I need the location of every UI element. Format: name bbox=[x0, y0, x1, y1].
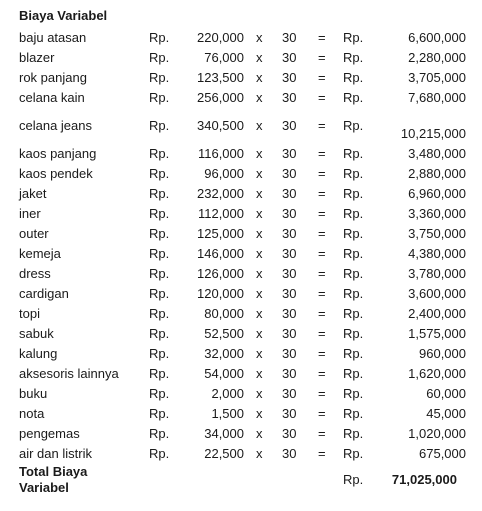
unit-price: 32,000 bbox=[204, 346, 244, 361]
multiply-sign: x bbox=[256, 166, 263, 181]
table-row bbox=[0, 28, 482, 48]
unit-price: 232,000 bbox=[197, 186, 244, 201]
unit-currency: Rp. bbox=[149, 90, 170, 105]
multiply-sign: x bbox=[256, 326, 263, 341]
unit-price: 256,000 bbox=[197, 90, 244, 105]
unit-currency: Rp. bbox=[149, 246, 170, 261]
quantity: 30 bbox=[282, 90, 297, 105]
table-row bbox=[0, 304, 482, 324]
unit-price: 120,000 bbox=[197, 286, 244, 301]
row-total: 6,960,000 bbox=[408, 186, 466, 201]
equals-sign: = bbox=[318, 266, 326, 281]
table-row bbox=[0, 48, 482, 68]
item-name: cardigan bbox=[19, 286, 69, 301]
multiply-sign: x bbox=[256, 346, 263, 361]
table-row bbox=[0, 424, 482, 444]
total-currency: Rp. bbox=[343, 70, 364, 85]
unit-currency: Rp. bbox=[149, 426, 170, 441]
total-currency: Rp. bbox=[343, 266, 364, 281]
multiply-sign: x bbox=[256, 366, 263, 381]
sheet-title: Biaya Variabel bbox=[19, 8, 108, 23]
unit-price: 112,000 bbox=[197, 206, 244, 221]
equals-sign: = bbox=[318, 326, 326, 341]
multiply-sign: x bbox=[256, 286, 263, 301]
row-total: 3,780,000 bbox=[408, 266, 466, 281]
table-row bbox=[0, 184, 482, 204]
total-currency: Rp. bbox=[343, 206, 364, 221]
total-currency: Rp. bbox=[343, 166, 364, 181]
quantity: 30 bbox=[282, 246, 297, 261]
unit-price: 123,500 bbox=[197, 70, 244, 85]
unit-price: 76,000 bbox=[204, 50, 244, 65]
quantity: 30 bbox=[282, 186, 297, 201]
total-currency: Rp. bbox=[343, 146, 364, 161]
multiply-sign: x bbox=[256, 246, 263, 261]
equals-sign: = bbox=[318, 226, 326, 241]
multiply-sign: x bbox=[256, 70, 263, 85]
total-currency: Rp. bbox=[343, 386, 364, 401]
total-currency: Rp. bbox=[343, 118, 364, 133]
item-name: buku bbox=[19, 386, 48, 401]
table-row bbox=[0, 68, 482, 88]
quantity: 30 bbox=[282, 118, 297, 133]
table-row bbox=[0, 404, 482, 424]
row-total: 675,000 bbox=[419, 446, 466, 461]
unit-price: 52,500 bbox=[204, 326, 244, 341]
equals-sign: = bbox=[318, 70, 326, 85]
unit-currency: Rp. bbox=[149, 50, 170, 65]
row-total: 3,600,000 bbox=[408, 286, 466, 301]
quantity: 30 bbox=[282, 146, 297, 161]
table-row bbox=[0, 264, 482, 284]
unit-currency: Rp. bbox=[149, 166, 170, 181]
unit-currency: Rp. bbox=[149, 366, 170, 381]
item-name: kalung bbox=[19, 346, 58, 361]
quantity: 30 bbox=[282, 226, 297, 241]
unit-currency: Rp. bbox=[149, 286, 170, 301]
equals-sign: = bbox=[318, 426, 326, 441]
equals-sign: = bbox=[318, 406, 326, 421]
total-currency: Rp. bbox=[343, 426, 364, 441]
quantity: 30 bbox=[282, 266, 297, 281]
row-total: 2,880,000 bbox=[408, 166, 466, 181]
total-value: 71,025,000 bbox=[391, 472, 457, 487]
unit-currency: Rp. bbox=[149, 70, 170, 85]
item-name: pengemas bbox=[19, 426, 80, 441]
item-name: celana kain bbox=[19, 90, 85, 105]
row-total: 45,000 bbox=[426, 406, 466, 421]
table-row bbox=[0, 224, 482, 244]
quantity: 30 bbox=[282, 306, 297, 321]
unit-currency: Rp. bbox=[149, 306, 170, 321]
total-currency: Rp. bbox=[343, 346, 364, 361]
item-name: blazer bbox=[19, 50, 55, 65]
equals-sign: = bbox=[318, 346, 326, 361]
unit-price: 125,000 bbox=[197, 226, 244, 241]
item-name: dress bbox=[19, 266, 51, 281]
item-name: nota bbox=[19, 406, 45, 421]
row-total: 60,000 bbox=[426, 386, 466, 401]
equals-sign: = bbox=[318, 386, 326, 401]
item-name: iner bbox=[19, 206, 41, 221]
equals-sign: = bbox=[318, 286, 326, 301]
unit-price: 34,000 bbox=[204, 426, 244, 441]
unit-price: 80,000 bbox=[204, 306, 244, 321]
unit-price: 220,000 bbox=[197, 30, 244, 45]
total-currency: Rp. bbox=[343, 472, 364, 487]
unit-currency: Rp. bbox=[149, 118, 170, 133]
unit-currency: Rp. bbox=[149, 206, 170, 221]
equals-sign: = bbox=[318, 30, 326, 45]
item-name: kaos pendek bbox=[19, 166, 93, 181]
unit-price: 96,000 bbox=[204, 166, 244, 181]
quantity: 30 bbox=[282, 70, 297, 85]
table-row bbox=[0, 324, 482, 344]
unit-currency: Rp. bbox=[149, 226, 170, 241]
quantity: 30 bbox=[282, 346, 297, 361]
unit-price: 1,500 bbox=[211, 406, 244, 421]
row-total: 2,400,000 bbox=[408, 306, 466, 321]
equals-sign: = bbox=[318, 366, 326, 381]
total-currency: Rp. bbox=[343, 30, 364, 45]
equals-sign: = bbox=[318, 166, 326, 181]
unit-currency: Rp. bbox=[149, 406, 170, 421]
multiply-sign: x bbox=[256, 406, 263, 421]
row-total: 10,215,000 bbox=[400, 126, 466, 141]
item-name: outer bbox=[19, 226, 49, 241]
unit-price: 2,000 bbox=[211, 386, 244, 401]
multiply-sign: x bbox=[256, 386, 263, 401]
row-total: 4,380,000 bbox=[408, 246, 466, 261]
multiply-sign: x bbox=[256, 446, 263, 461]
equals-sign: = bbox=[318, 306, 326, 321]
unit-currency: Rp. bbox=[149, 326, 170, 341]
quantity: 30 bbox=[282, 406, 297, 421]
item-name: air dan listrik bbox=[19, 446, 92, 461]
item-name: rok panjang bbox=[19, 70, 87, 85]
unit-price: 340,500 bbox=[197, 118, 244, 133]
unit-price: 22,500 bbox=[204, 446, 244, 461]
table-row bbox=[0, 384, 482, 404]
multiply-sign: x bbox=[256, 206, 263, 221]
unit-currency: Rp. bbox=[149, 386, 170, 401]
quantity: 30 bbox=[282, 286, 297, 301]
unit-price: 146,000 bbox=[197, 246, 244, 261]
multiply-sign: x bbox=[256, 118, 263, 133]
total-currency: Rp. bbox=[343, 366, 364, 381]
unit-currency: Rp. bbox=[149, 30, 170, 45]
total-currency: Rp. bbox=[343, 446, 364, 461]
row-total: 3,750,000 bbox=[408, 226, 466, 241]
unit-currency: Rp. bbox=[149, 146, 170, 161]
item-name: kaos panjang bbox=[19, 146, 97, 161]
quantity: 30 bbox=[282, 426, 297, 441]
table-row bbox=[0, 88, 482, 108]
quantity: 30 bbox=[282, 386, 297, 401]
item-name: aksesoris lainnya bbox=[19, 366, 119, 381]
row-total: 7,680,000 bbox=[408, 90, 466, 105]
row-total: 3,480,000 bbox=[408, 146, 466, 161]
unit-price: 116,000 bbox=[197, 146, 244, 161]
total-currency: Rp. bbox=[343, 90, 364, 105]
row-total: 3,360,000 bbox=[408, 206, 466, 221]
multiply-sign: x bbox=[256, 266, 263, 281]
item-name: baju atasan bbox=[19, 30, 87, 45]
item-name: topi bbox=[19, 306, 40, 321]
total-currency: Rp. bbox=[343, 286, 364, 301]
equals-sign: = bbox=[318, 146, 326, 161]
equals-sign: = bbox=[318, 206, 326, 221]
multiply-sign: x bbox=[256, 90, 263, 105]
total-row bbox=[0, 464, 482, 500]
table-row bbox=[0, 344, 482, 364]
multiply-sign: x bbox=[256, 426, 263, 441]
quantity: 30 bbox=[282, 50, 297, 65]
table-row bbox=[0, 284, 482, 304]
multiply-sign: x bbox=[256, 146, 263, 161]
table-row bbox=[0, 244, 482, 264]
unit-currency: Rp. bbox=[149, 446, 170, 461]
row-total: 1,575,000 bbox=[408, 326, 466, 341]
total-currency: Rp. bbox=[343, 246, 364, 261]
multiply-sign: x bbox=[256, 30, 263, 45]
total-currency: Rp. bbox=[343, 50, 364, 65]
table-row bbox=[0, 144, 482, 164]
item-name: kemeja bbox=[19, 246, 61, 261]
table-row bbox=[0, 204, 482, 224]
total-currency: Rp. bbox=[343, 406, 364, 421]
multiply-sign: x bbox=[256, 186, 263, 201]
row-total: 3,705,000 bbox=[408, 70, 466, 85]
quantity: 30 bbox=[282, 326, 297, 341]
row-total: 1,020,000 bbox=[408, 426, 466, 441]
row-total: 6,600,000 bbox=[408, 30, 466, 45]
table-row bbox=[0, 444, 482, 464]
unit-price: 126,000 bbox=[197, 266, 244, 281]
total-currency: Rp. bbox=[343, 186, 364, 201]
equals-sign: = bbox=[318, 246, 326, 261]
total-currency: Rp. bbox=[343, 326, 364, 341]
row-total: 2,280,000 bbox=[408, 50, 466, 65]
unit-currency: Rp. bbox=[149, 266, 170, 281]
multiply-sign: x bbox=[256, 226, 263, 241]
item-name: jaket bbox=[19, 186, 47, 201]
equals-sign: = bbox=[318, 90, 326, 105]
equals-sign: = bbox=[318, 50, 326, 65]
equals-sign: = bbox=[318, 118, 326, 133]
item-name: celana jeans bbox=[19, 118, 92, 133]
total-currency: Rp. bbox=[343, 226, 364, 241]
total-currency: Rp. bbox=[343, 306, 364, 321]
multiply-sign: x bbox=[256, 306, 263, 321]
unit-currency: Rp. bbox=[149, 186, 170, 201]
unit-price: 54,000 bbox=[204, 366, 244, 381]
table-row bbox=[0, 164, 482, 184]
quantity: 30 bbox=[282, 206, 297, 221]
unit-currency: Rp. bbox=[149, 346, 170, 361]
equals-sign: = bbox=[318, 186, 326, 201]
equals-sign: = bbox=[318, 446, 326, 461]
table-row bbox=[0, 364, 482, 384]
row-total: 1,620,000 bbox=[408, 366, 466, 381]
quantity: 30 bbox=[282, 166, 297, 181]
quantity: 30 bbox=[282, 366, 297, 381]
quantity: 30 bbox=[282, 30, 297, 45]
item-name: sabuk bbox=[19, 326, 54, 341]
multiply-sign: x bbox=[256, 50, 263, 65]
table-row bbox=[0, 116, 482, 146]
quantity: 30 bbox=[282, 446, 297, 461]
total-label: Total Biaya Variabel bbox=[19, 464, 88, 495]
row-total: 960,000 bbox=[419, 346, 466, 361]
